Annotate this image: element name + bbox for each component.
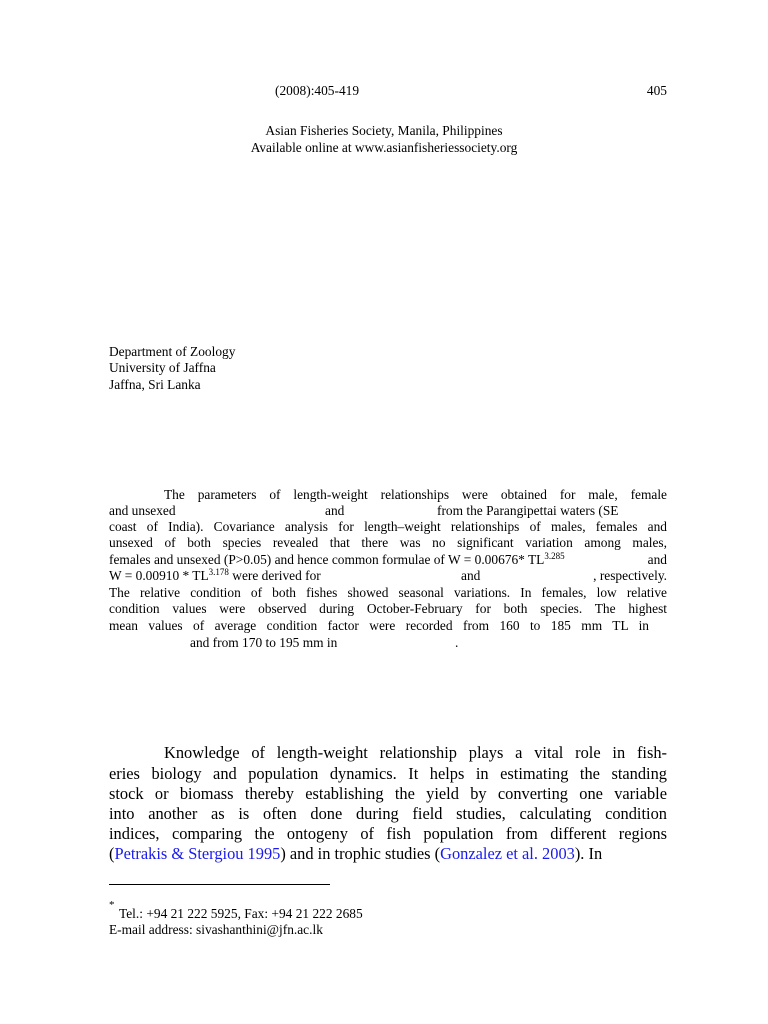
affiliation-university: University of Jaffna	[109, 360, 216, 375]
abstract-line: condition values were observed during October-February for both species. The highest	[109, 601, 667, 616]
affiliation-location: Jaffna, Sri Lanka	[109, 377, 201, 392]
footnote-email: E-mail address: sivashanthini@jfn.ac.lk	[109, 922, 323, 937]
footnote-marker: *	[109, 899, 115, 911]
body-line: indices, comparing the ontogeny of fish population from different regions	[109, 824, 667, 843]
body-line: into another as is often done during field studies, calculating condition	[109, 804, 667, 823]
affiliation-department: Department of Zoology	[109, 344, 236, 359]
body-line: eries biology and population dynamics. It helps in estimating the standing	[109, 764, 667, 783]
body-line: (Petrakis & Stergiou 1995) and in trophic studies (Gonzalez et al. 2003). In	[109, 844, 603, 863]
abstract-line: mean values of average condition factor were recorded from 160 to 185 mm TL in	[109, 618, 649, 633]
abstract-line: The relative condition of both fishes showed seasonal variations. In females, low relative	[109, 585, 667, 600]
abstract-line: The parameters of length-weight relationships were obtained for male, female	[164, 487, 667, 502]
abstract-line: unsexed of both species revealed that there was no significant variation among males,	[109, 535, 667, 550]
body-line: stock or biomass thereby establishing the yield by converting one variable	[109, 784, 667, 803]
availability-line: Available online at www.asianfisheriessociety.org	[250, 140, 518, 155]
abstract-line: coast of India). Covariance analysis for length–weight relationships of males, females and	[109, 519, 667, 534]
abstract-line: $W = 0.00910 * TL^{3.178}$ were derived for and , respectively.	[109, 567, 667, 583]
abstract-line: females and unsexed (P>0.05) and hence common formulae of W = 0.00676* $TL^{3.285}$ and	[109, 551, 667, 567]
reference-link-petrakis[interactable]: Petrakis & Stergiou 1995	[114, 844, 281, 863]
journal-citation: (2008):405-419	[275, 83, 360, 98]
page-number: 405	[646, 83, 667, 98]
reference-link-gonzalez[interactable]: Gonzalez et al. 2003	[440, 844, 575, 863]
body-line: Knowledge of length-weight relationship plays a vital role in fish-	[164, 743, 667, 762]
footnote-divider	[109, 884, 330, 885]
publisher-line: Asian Fisheries Society, Manila, Philippines	[265, 123, 503, 138]
footnote-contact: Tel.: +94 21 222 5925, Fax: +94 21 222 2685	[119, 906, 363, 921]
